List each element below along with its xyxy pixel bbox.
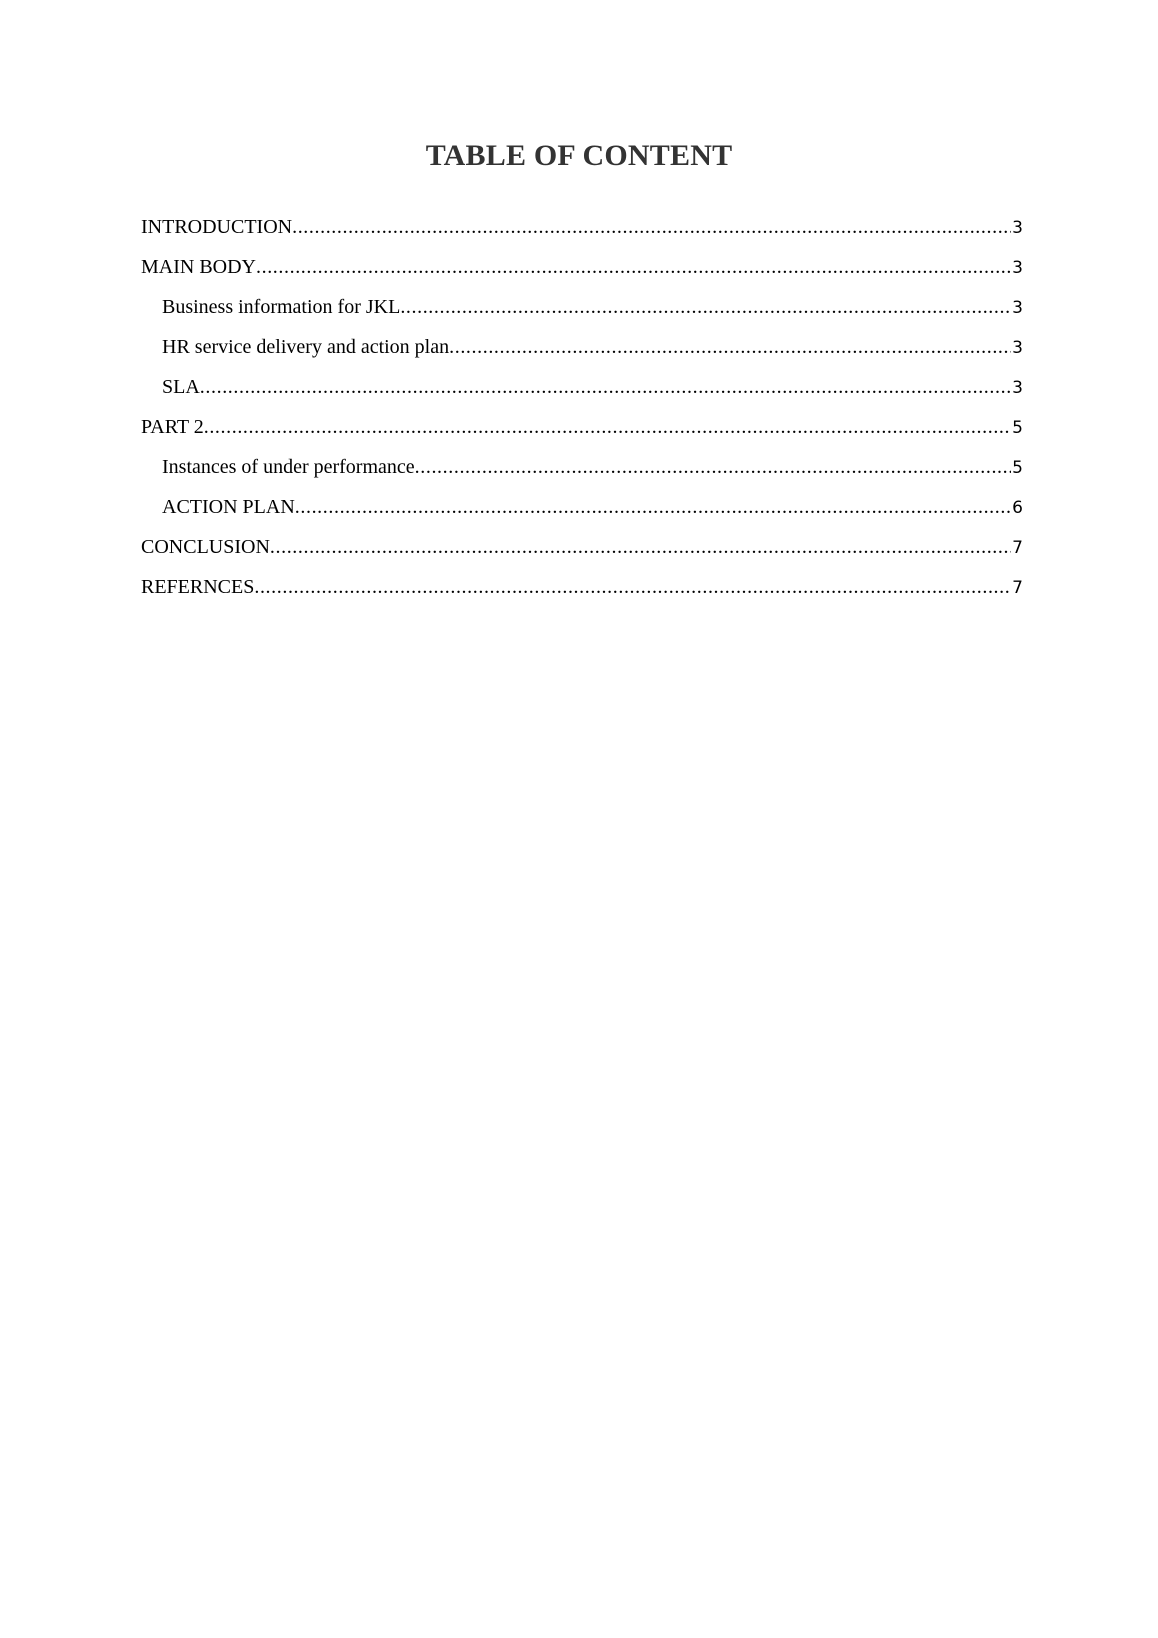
toc-dot-leader: [270, 533, 1011, 561]
toc-entry-label: SLA: [162, 376, 200, 398]
toc-page-number: 3: [1012, 258, 1023, 278]
toc-entry-main-body[interactable]: [141, 253, 1023, 293]
toc-entry-label: MAIN BODY: [141, 256, 256, 278]
toc-entry-label: Business information for JKL: [162, 296, 401, 318]
toc-dot-leader: [295, 493, 1011, 521]
toc-entry-label: INTRODUCTION: [141, 216, 293, 238]
toc-page-number: 5: [1012, 458, 1023, 478]
toc-dot-leader: [415, 453, 1012, 481]
table-of-contents: [141, 213, 1023, 613]
toc-page-number: 5: [1012, 418, 1023, 438]
toc-entry-hr-service-delivery[interactable]: [141, 333, 1023, 373]
toc-entry-label: HR service delivery and action plan: [162, 336, 450, 358]
toc-entry-instances-of-under-performance[interactable]: [141, 453, 1023, 493]
toc-page-number: 3: [1012, 378, 1023, 398]
toc-dot-leader: [200, 373, 1011, 401]
toc-dot-leader: [400, 293, 1011, 321]
toc-dot-leader: [204, 413, 1011, 441]
toc-dot-leader: [292, 213, 1011, 241]
toc-page-number: 3: [1012, 298, 1023, 318]
toc-entry-business-information[interactable]: [141, 293, 1023, 333]
toc-dot-leader: [256, 253, 1011, 281]
toc-entry-label: ACTION PLAN: [162, 496, 295, 518]
toc-entry-sla[interactable]: [141, 373, 1023, 413]
toc-entry-introduction[interactable]: [141, 213, 1023, 253]
toc-entry-label: PART 2: [141, 416, 204, 438]
toc-entry-label: Instances of under performance: [162, 456, 415, 478]
toc-entry-label: CONCLUSION: [141, 536, 270, 558]
toc-page-number: 7: [1012, 538, 1023, 558]
toc-dot-leader: [449, 333, 1011, 361]
toc-dot-leader: [254, 573, 1011, 601]
toc-page-number: 3: [1012, 218, 1023, 238]
toc-page-number: 3: [1012, 338, 1023, 358]
toc-entry-label: REFERNCES: [141, 576, 255, 598]
toc-page-number: 6: [1012, 498, 1023, 518]
page-title: TABLE OF CONTENT: [425, 139, 733, 172]
toc-entry-action-plan[interactable]: [141, 493, 1023, 533]
toc-page-number: 7: [1012, 578, 1023, 598]
toc-entry-part-2[interactable]: [141, 413, 1023, 453]
toc-entry-conclusion[interactable]: [141, 533, 1023, 573]
toc-entry-references[interactable]: [141, 573, 1023, 613]
